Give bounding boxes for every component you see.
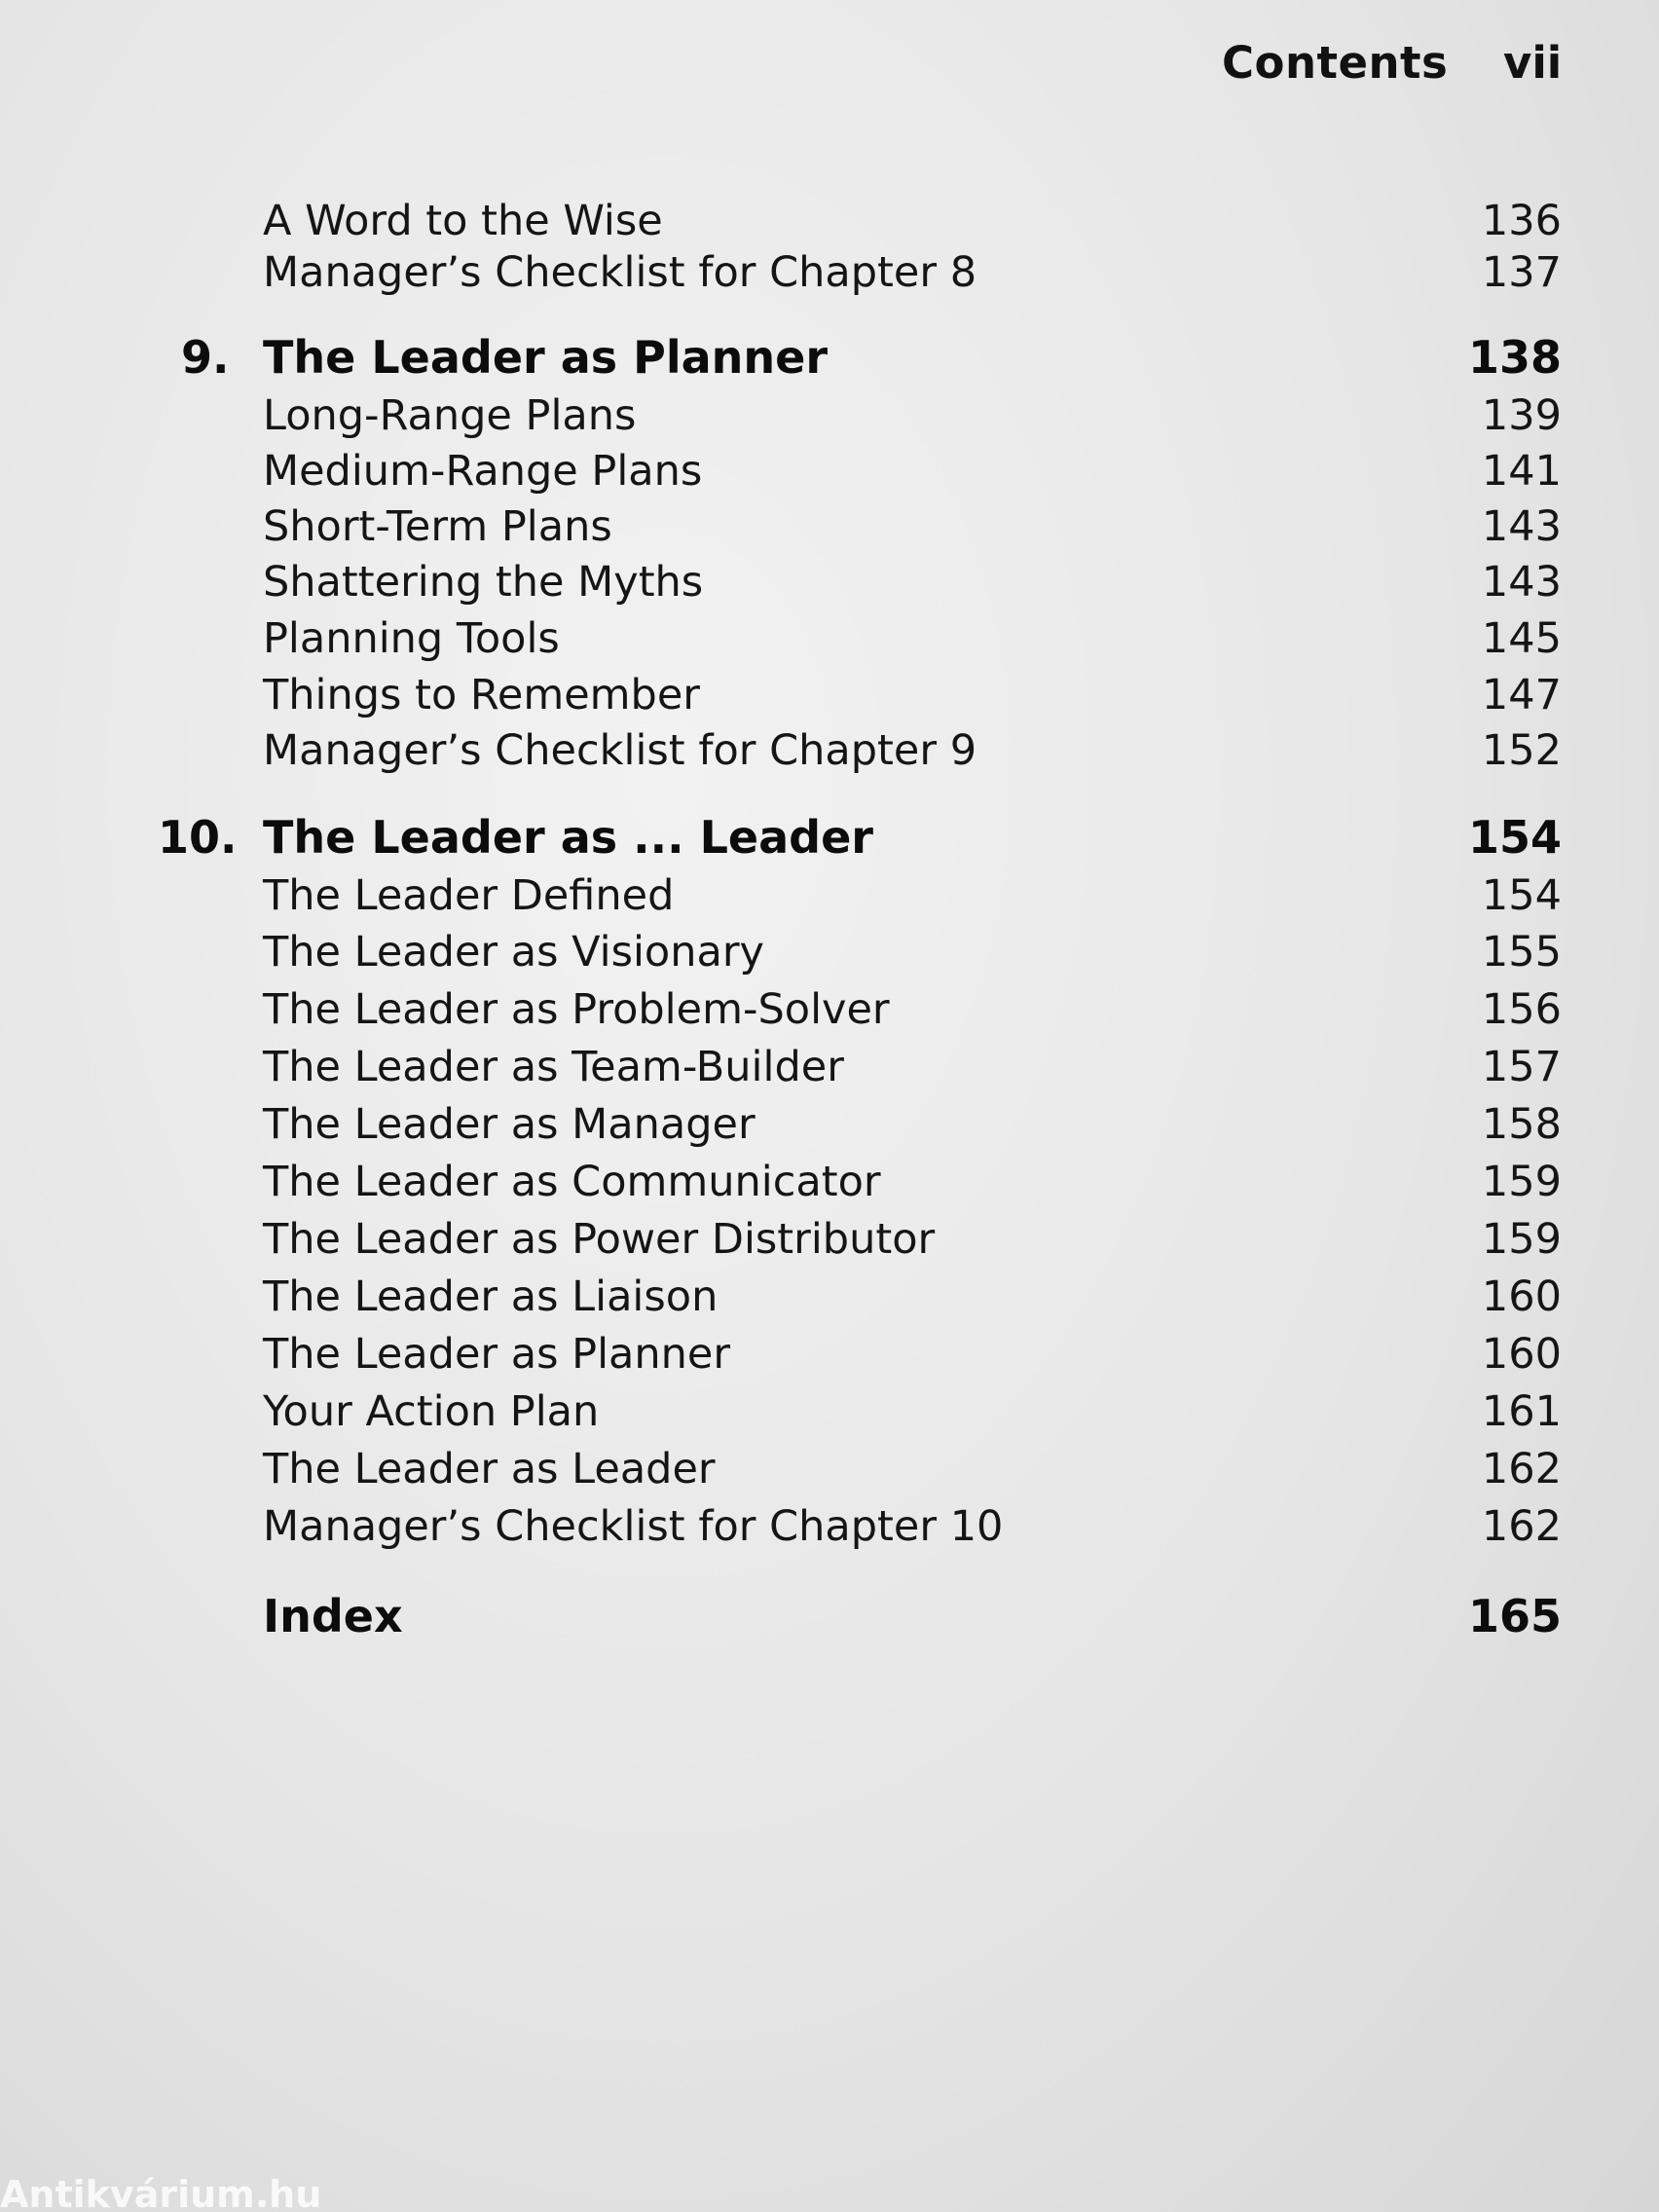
toc-entry-page: 160 bbox=[1481, 1330, 1562, 1379]
toc-entry bbox=[0, 1215, 1659, 1270]
toc-entry-label: A Word to the Wise bbox=[263, 197, 663, 245]
running-head-title: Contents bbox=[1222, 37, 1449, 89]
toc-entry-label: Your Action Plan bbox=[263, 1387, 600, 1436]
toc-entry-label: The Leader as Visionary bbox=[263, 928, 764, 977]
toc-entry-page: 159 bbox=[1481, 1158, 1562, 1206]
toc-chapter-entry bbox=[0, 331, 1659, 386]
chapter-number: 9. bbox=[181, 331, 230, 384]
toc-entry-page: 145 bbox=[1481, 614, 1562, 663]
toc-entry bbox=[0, 502, 1659, 557]
toc-entry bbox=[0, 1502, 1659, 1557]
toc-entry-label: The Leader as Planner bbox=[263, 1330, 731, 1379]
toc-entry-label: The Leader as Leader bbox=[263, 1445, 716, 1493]
toc-chapter-entry bbox=[0, 811, 1659, 866]
toc-entry-page: 143 bbox=[1481, 502, 1562, 551]
toc-entry-page: 154 bbox=[1481, 871, 1562, 920]
toc-entry bbox=[0, 1272, 1659, 1327]
toc-entry bbox=[0, 391, 1659, 446]
toc-entry-label: The Leader as Problem-Solver bbox=[263, 985, 890, 1034]
toc-entry-label: Manager’s Checklist for Chapter 10 bbox=[263, 1502, 1004, 1551]
toc-entry bbox=[0, 1330, 1659, 1384]
toc-entry-page: 157 bbox=[1481, 1043, 1562, 1091]
toc-entry-page: 158 bbox=[1481, 1100, 1562, 1149]
toc-entry-label: The Leader as Liaison bbox=[263, 1272, 719, 1321]
toc-entry-page: 141 bbox=[1481, 447, 1562, 496]
toc-entry-label: The Leader as Power Distributor bbox=[263, 1215, 936, 1264]
toc-entry-label: The Leader Defined bbox=[263, 871, 675, 920]
chapter-title: The Leader as ... Leader bbox=[263, 811, 873, 864]
toc-entry-page: 147 bbox=[1481, 671, 1562, 719]
toc-entry-label: Shattering the Myths bbox=[263, 558, 704, 607]
toc-entry-page: 159 bbox=[1481, 1215, 1562, 1264]
page-folio: vii bbox=[1503, 37, 1563, 89]
chapter-page: 138 bbox=[1467, 331, 1562, 384]
toc-entry-page: 136 bbox=[1481, 197, 1562, 245]
toc-entry-page: 160 bbox=[1481, 1272, 1562, 1321]
chapter-page: 154 bbox=[1467, 811, 1562, 864]
watermark: Antikvárium.hu bbox=[0, 2173, 322, 2212]
toc-entry bbox=[0, 1043, 1659, 1097]
toc-entry bbox=[0, 197, 1659, 251]
toc-entry-page: 143 bbox=[1481, 558, 1562, 607]
toc-entry-page: 162 bbox=[1481, 1502, 1562, 1551]
toc-entry bbox=[0, 1387, 1659, 1442]
toc-entry-label: The Leader as Manager bbox=[263, 1100, 756, 1149]
toc-entry bbox=[0, 985, 1659, 1040]
toc-entry bbox=[0, 928, 1659, 982]
toc-entry bbox=[0, 1445, 1659, 1499]
chapter-number: 10. bbox=[158, 811, 238, 864]
toc-entry bbox=[0, 558, 1659, 612]
toc-entry-label: Long-Range Plans bbox=[263, 391, 637, 440]
index-page: 165 bbox=[1467, 1590, 1562, 1642]
toc-entry-page: 161 bbox=[1481, 1387, 1562, 1436]
toc-entry bbox=[0, 447, 1659, 501]
chapter-title: The Leader as Planner bbox=[263, 331, 829, 384]
toc-entry bbox=[0, 726, 1659, 781]
toc-entry bbox=[0, 614, 1659, 669]
toc-entry bbox=[0, 871, 1659, 926]
toc-entry-label: Planning Tools bbox=[263, 614, 560, 663]
toc-entry-page: 139 bbox=[1481, 391, 1562, 440]
toc-entry-page: 152 bbox=[1481, 726, 1562, 775]
toc-index-entry bbox=[0, 1590, 1659, 1644]
toc-entry-page: 155 bbox=[1481, 928, 1562, 977]
toc-entry bbox=[0, 248, 1659, 303]
toc-entry bbox=[0, 1100, 1659, 1155]
toc-entry-page: 137 bbox=[1481, 248, 1562, 297]
toc-entry-label: Short-Term Plans bbox=[263, 502, 612, 551]
toc-entry-label: Manager’s Checklist for Chapter 8 bbox=[263, 248, 977, 297]
toc-entry bbox=[0, 671, 1659, 725]
toc-entry bbox=[0, 1158, 1659, 1212]
toc-entry-page: 162 bbox=[1481, 1445, 1562, 1493]
toc-entry-label: Manager’s Checklist for Chapter 9 bbox=[263, 726, 977, 775]
toc-entry-label: The Leader as Communicator bbox=[263, 1158, 881, 1206]
toc-entry-page: 156 bbox=[1481, 985, 1562, 1034]
toc-entry-label: The Leader as Team-Builder bbox=[263, 1043, 844, 1091]
toc-entry-label: Medium-Range Plans bbox=[263, 447, 703, 496]
index-title: Index bbox=[263, 1590, 403, 1642]
toc-entry-label: Things to Remember bbox=[263, 671, 700, 719]
